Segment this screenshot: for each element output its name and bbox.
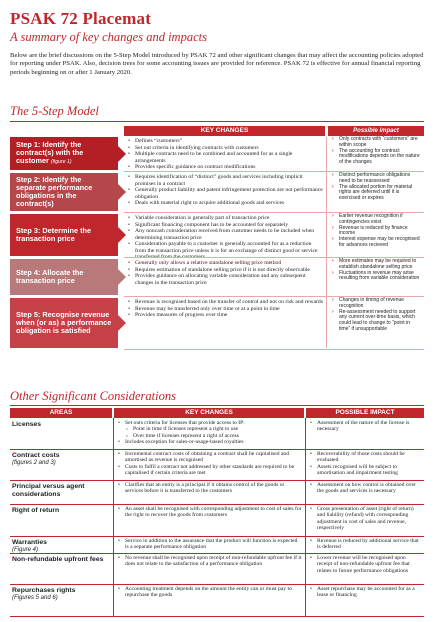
- step-5-impacts: [328, 298, 424, 348]
- impact-item: › Re-assessment needed to support any current over-time basis, which could lead to change to “point in time” if unsupportable: [330, 310, 422, 333]
- step-4-key-changes: [124, 259, 325, 295]
- key-change-item: • Revenue is recognised based on the transfer of control and not on risk and rewards: [126, 299, 323, 306]
- page-title: PSAK 72 Placemat: [10, 9, 152, 28]
- row-divider: [124, 349, 424, 350]
- key-change-item: • Includes exception for sales-or-usage-based royalties: [116, 439, 302, 445]
- five-step-rule: [10, 121, 424, 122]
- area-label: [10, 419, 112, 449]
- area-name: Contract costs: [12, 452, 60, 459]
- possible-impact-header: Possible impact: [328, 126, 424, 136]
- impact-item: • Lower revenue will be recognised upon receipt of non-refundable upfront fee that relates to future performance obligations: [308, 555, 422, 574]
- step-5-key-changes: [124, 298, 325, 348]
- area-key-changes: [114, 554, 304, 584]
- impact-item: › Interest expense may be recognised for advances recieved: [330, 237, 422, 249]
- area-impacts: [306, 505, 424, 536]
- step-label: Step 4: Allocate the transaction price: [16, 267, 84, 285]
- key-change-item: • Provides guidance on allocating variable consideration and any subsequent changes in the transaction price: [126, 273, 323, 286]
- area-impacts: [306, 585, 424, 616]
- key-change-item: • Requires estimation of standalone selling price if it is not directly observable: [126, 267, 323, 274]
- impact-item: › Distinct performance obligations need to be reassessed: [330, 173, 422, 185]
- area-label: [10, 450, 112, 480]
- impact-item: › Changes in timing of revenue recognition: [330, 298, 422, 310]
- area-impacts: [306, 450, 424, 480]
- key-change-item: • Provides measures of progress over time: [126, 312, 323, 319]
- key-change-item: › Over time if licenses represent a right of access: [116, 433, 302, 439]
- key-change-item: • Generally product liability and patent infringement protection are not performance obligation: [126, 187, 323, 200]
- impact-item: • Asset repurchase may be accounted for as a lease or financing: [308, 586, 422, 599]
- key-change-item: › Point in time if licenses represent a right to use: [116, 426, 302, 432]
- other-considerations-heading: Other Significant Considerations: [10, 389, 176, 403]
- possible-impact-column-header: POSSIBLE IMPACT: [306, 408, 424, 418]
- area-impacts: [306, 419, 424, 449]
- area-figure-ref: (figures 2 and 3): [12, 459, 56, 466]
- area-impacts: [306, 554, 424, 584]
- column-divider: [305, 418, 306, 617]
- step-3-key-changes: [124, 214, 325, 260]
- key-change-item: • Clarifies that an entity is a principal if it obtains control of the goods or services before it is transferred to the customers: [116, 482, 302, 495]
- area-key-changes: [114, 537, 304, 553]
- key-change-item: • Generally only allows a relative standalone selling price method: [126, 260, 323, 267]
- area-label: [10, 554, 112, 584]
- step-4-box: [10, 259, 118, 295]
- five-step-heading: The 5-Step Model: [10, 104, 99, 118]
- area-name: Warranties: [12, 539, 47, 546]
- area-name: Right of return: [12, 507, 60, 514]
- key-change-item: • Any noncash consideration received from customer needs to be included when determining transaction price: [126, 228, 323, 241]
- impact-item: • Recoverability of those costs should be evaluated: [308, 451, 422, 464]
- area-name: Principal versus agent considerations: [12, 483, 85, 498]
- step-2-key-changes: [124, 173, 325, 211]
- key-changes-header: KEY CHANGES: [124, 126, 325, 136]
- key-change-item: • Costs to fulfil a contract not addressed by other standards are required to be capitalised if certain criteria are met: [116, 464, 302, 477]
- key-change-item: • An asset shall be recognised with corresponding adjustment to cost of sales for the right to recover the goods from customers: [116, 506, 302, 519]
- step-label: Step 1: Identify the contract(s) with the customer: [16, 139, 84, 166]
- key-change-item: • Service in addition to the assurance that the product will function is expected is a separate performance obligation: [116, 538, 302, 551]
- area-label: [10, 585, 112, 616]
- area-impacts: [306, 537, 424, 553]
- step-1-key-changes: [124, 137, 325, 170]
- page-subtitle: A summary of key changes and impacts: [10, 30, 207, 44]
- step-2-impacts: [328, 173, 424, 211]
- key-change-item: • Consideration payable to a customer is generally accounted for as a reduction from the transaction price unless it is for an exchange of distinct good or service transferred from the customers: [126, 241, 323, 261]
- impact-item: › The allocated portion for material rights are deferred until it is exercised or expires: [330, 185, 422, 202]
- intro-paragraph: Below are the brief discussions on the 5-Step Model introduced by PSAK 72 and other significant changes that may affect the accounting policies adopted for reporting under PSAK. Also, decision trees for some accounting issues are provided for reference. PSAK 72 is effective for annual financial reporting periods beginning on or after 1 January 2020.: [10, 52, 424, 76]
- key-change-item: • Deals with material right to acquire additional goods and services: [126, 200, 323, 207]
- key-change-item: • Incremental contract costs of obtaining a contract shall be capitalised and amortised as revenue is recognised: [116, 451, 302, 464]
- impact-item: › The accounting for contract modifications depends on the nature of the changes: [330, 149, 422, 166]
- key-change-item: • Provides specific guidance on contract modifications: [126, 164, 323, 171]
- area-label: [10, 481, 112, 504]
- key-change-item: • Defines “customers”: [126, 138, 323, 145]
- area-key-changes: [114, 419, 304, 449]
- key-change-item: • Accounting treatment depends on the amount the entity can or must pay to repurchase the goods: [116, 586, 302, 599]
- impact-item: › Earlier revenue recognition if contingencies exist: [330, 214, 422, 226]
- impact-item: • Assessment on how control is obtained over the goods and services is necessary: [308, 482, 422, 495]
- area-figure-ref: (Figures 5 and 6): [12, 594, 58, 601]
- area-key-changes: [114, 505, 304, 536]
- step-4-impacts: [328, 259, 424, 295]
- impact-item: • Assessment of the nature of the license is necessary: [308, 420, 422, 433]
- key-changes-column-header: KEY CHANGES: [114, 408, 304, 418]
- key-change-item: • Requires identification of “distinct” goods and services including implicit promises in a contract: [126, 174, 323, 187]
- row-divider: [10, 616, 424, 617]
- step-1-impacts: [328, 137, 424, 170]
- step-5-box: [10, 298, 118, 348]
- area-label: [10, 537, 112, 553]
- impact-item: • Revenue is reduced by additional service that is deferred: [308, 538, 422, 551]
- key-change-item: • Variable consideration is generally part of transaction price: [126, 215, 323, 222]
- area-key-changes: [114, 450, 304, 480]
- area-figure-ref: (Figure 4): [12, 546, 39, 553]
- area-key-changes: [114, 585, 304, 616]
- column-divider: [326, 137, 327, 348]
- areas-column-header: AREAS: [10, 408, 112, 418]
- key-change-item: • Multiple contracts need to be combined and accounted for as a single arrangements: [126, 151, 323, 164]
- other-considerations-rule: [10, 405, 424, 406]
- impact-item: • Gross presentation of asset (right of return) and liability (refund) with corresponding adjustment in cost of sales and revenue, respectively: [308, 506, 422, 531]
- area-label: [10, 505, 112, 536]
- impact-item: › Revenue is reduced by finance income: [330, 226, 422, 238]
- key-change-item: • Set outs criteria for licenses that provide access to IP:: [116, 420, 302, 426]
- key-change-item: • No revenue shall be recognised upon receipt of non-refundable upfront fee if it does not relate to the satisfaction of a performance obligation: [116, 555, 302, 568]
- step-3-impacts: [328, 214, 424, 256]
- area-key-changes: [114, 481, 304, 504]
- step-3-box: [10, 214, 118, 256]
- key-change-item: • Set out criteria in identifying contracts with customers: [126, 145, 323, 152]
- key-change-item: • Significant financing component has to be accounted for separately: [126, 222, 323, 229]
- step-figure-ref: (figure 1): [50, 159, 72, 166]
- step-1-box: [10, 137, 118, 170]
- step-label: Step 5: Recognise revenue when (or as) a performance obligation is satisfied: [16, 309, 112, 336]
- impact-item: › Fluctuations in revenue may arise resulting from variable consideration: [330, 271, 422, 283]
- step-label: Step 3: Determine the transaction price: [16, 225, 92, 243]
- impact-item: › Only contracts with “customers” are within scope: [330, 137, 422, 149]
- area-name: Licenses: [12, 421, 42, 428]
- step-label: Step 2: Identify the separate performance obligations in the contract(s): [16, 174, 93, 209]
- step-2-box: [10, 173, 118, 211]
- area-impacts: [306, 481, 424, 504]
- impact-item: • Assets recognised will be subject to amortisation and impairment testing: [308, 464, 422, 477]
- area-name: Repurchases rights: [12, 587, 76, 594]
- key-change-item: • Revenue may be transferred only over time or at a point in time: [126, 306, 323, 313]
- column-divider: [113, 418, 114, 617]
- area-name: Non-refundable upfront fees: [12, 556, 104, 563]
- impact-item: › More estimates may be required to establish standalone selling price: [330, 259, 422, 271]
